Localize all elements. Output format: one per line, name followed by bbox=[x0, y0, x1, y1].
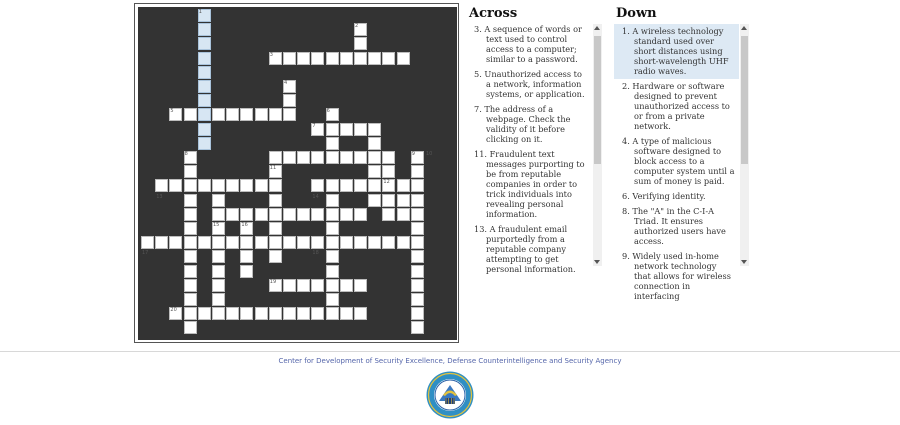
crossword-cell[interactable] bbox=[240, 250, 253, 263]
crossword-cell[interactable] bbox=[198, 108, 211, 121]
crossword-cell[interactable] bbox=[397, 236, 410, 249]
crossword-cell[interactable] bbox=[269, 194, 282, 207]
crossword-cell[interactable] bbox=[411, 293, 424, 306]
crossword-cell[interactable] bbox=[283, 236, 296, 249]
crossword-cell[interactable] bbox=[297, 236, 310, 249]
crossword-cell[interactable] bbox=[411, 265, 424, 278]
crossword-cell[interactable] bbox=[269, 236, 282, 249]
down-clue-list[interactable] bbox=[614, 24, 739, 301]
crossword-cell[interactable] bbox=[368, 137, 381, 150]
scroll-down-icon[interactable] bbox=[741, 260, 747, 264]
crossword-cell[interactable] bbox=[368, 165, 381, 178]
crossword-cell[interactable] bbox=[340, 236, 353, 249]
down-clue-item[interactable]: 4. A type of malicious software designed to block access to a computer system until a sum of money is paid. bbox=[622, 136, 735, 186]
crossword-cell[interactable] bbox=[169, 179, 182, 192]
crossword-cell[interactable] bbox=[326, 52, 339, 65]
crossword-cell[interactable] bbox=[382, 194, 395, 207]
crossword-cell[interactable] bbox=[382, 165, 395, 178]
crossword-cell[interactable] bbox=[340, 307, 353, 320]
crossword-cell[interactable] bbox=[283, 151, 296, 164]
across-clue-list[interactable] bbox=[466, 22, 592, 274]
crossword-cell[interactable] bbox=[354, 279, 367, 292]
cell-number: 20 bbox=[170, 307, 177, 314]
crossword-cell[interactable] bbox=[397, 194, 410, 207]
crossword-cell[interactable] bbox=[184, 179, 197, 192]
across-clue-item[interactable]: 11. Fraudulent text messages purporting to be from reputable companies in order to trick individuals into revealing personal information. bbox=[474, 149, 585, 219]
crossword-cell[interactable] bbox=[269, 307, 282, 320]
crossword-cell[interactable] bbox=[240, 265, 253, 278]
crossword-cell[interactable] bbox=[326, 123, 339, 136]
crossword-cell[interactable] bbox=[340, 52, 353, 65]
crossword-cell[interactable] bbox=[141, 236, 154, 249]
crossword-cell[interactable] bbox=[411, 250, 424, 263]
crossword-cell[interactable] bbox=[212, 208, 225, 221]
crossword-cell[interactable] bbox=[411, 165, 424, 178]
crossword-cell[interactable] bbox=[212, 307, 225, 320]
crossword-cell[interactable] bbox=[255, 108, 268, 121]
crossword-cell[interactable] bbox=[326, 151, 339, 164]
crossword-cell[interactable] bbox=[311, 52, 324, 65]
crossword-cell[interactable] bbox=[382, 236, 395, 249]
cell-number: 10 bbox=[426, 151, 433, 157]
crossword-cell[interactable] bbox=[198, 307, 211, 320]
down-clue-item[interactable]: 1. A wireless technology standard used over short distances using short-wavelength UHF radio waves. bbox=[614, 24, 739, 79]
across-clue-item[interactable]: 3. A sequence of words or text used to control access to a computer; similar to a password. bbox=[474, 24, 582, 64]
crossword-cell[interactable] bbox=[326, 279, 339, 292]
crossword-cell[interactable] bbox=[198, 52, 211, 65]
crossword-cell[interactable] bbox=[240, 179, 253, 192]
crossword-cell[interactable] bbox=[212, 250, 225, 263]
crossword-cell[interactable] bbox=[326, 137, 339, 150]
cell-number: 19 bbox=[269, 278, 277, 285]
crossword-cell[interactable] bbox=[326, 265, 339, 278]
crossword-cell[interactable] bbox=[411, 194, 424, 207]
across-clue-item[interactable]: 13. A fraudulent email purportedly from a reputable company attempting to get personal information. bbox=[474, 224, 576, 274]
crossword-cell[interactable] bbox=[397, 52, 410, 65]
down-heading: Down bbox=[616, 6, 657, 21]
crossword-cell[interactable] bbox=[198, 94, 211, 107]
crossword-grid[interactable] bbox=[138, 7, 457, 340]
crossword-cell[interactable] bbox=[326, 293, 339, 306]
crossword-cell[interactable] bbox=[326, 250, 339, 263]
crossword-cell[interactable] bbox=[283, 108, 296, 121]
crossword-cell[interactable] bbox=[397, 179, 410, 192]
cell-number: 18 bbox=[312, 250, 319, 257]
crossword-cell[interactable] bbox=[198, 23, 211, 36]
crossword-cell[interactable] bbox=[184, 279, 197, 292]
crossword-cell[interactable] bbox=[240, 108, 253, 121]
crossword-cell[interactable] bbox=[184, 293, 197, 306]
crossword-cell[interactable] bbox=[297, 52, 310, 65]
crossword-cell[interactable] bbox=[226, 108, 239, 121]
cell-number: 11 bbox=[269, 165, 277, 172]
crossword-cell[interactable] bbox=[212, 179, 225, 192]
crossword-cell[interactable] bbox=[297, 307, 310, 320]
crossword-cell[interactable] bbox=[382, 208, 395, 221]
crossword-cell[interactable] bbox=[269, 250, 282, 263]
crossword-cell[interactable] bbox=[255, 179, 268, 192]
crossword-cell[interactable] bbox=[255, 208, 268, 221]
crossword-cell[interactable] bbox=[340, 179, 353, 192]
crossword-cell[interactable] bbox=[326, 307, 339, 320]
cell-number: 1 bbox=[198, 9, 202, 15]
scroll-up-icon[interactable] bbox=[594, 26, 600, 30]
cell-number: 5 bbox=[170, 108, 174, 115]
cell-number: 8 bbox=[184, 151, 188, 157]
across-clue-item[interactable]: 5. Unauthorized access to a network, information systems, or application. bbox=[474, 69, 585, 99]
across-scrollbar[interactable] bbox=[593, 24, 602, 266]
cell-number: 7 bbox=[312, 122, 316, 129]
crossword-cell[interactable] bbox=[198, 236, 211, 249]
crossword-cell[interactable] bbox=[226, 307, 239, 320]
scroll-down-icon[interactable] bbox=[594, 260, 600, 264]
crossword-cell[interactable] bbox=[354, 236, 367, 249]
down-clue-item[interactable]: 8. The "A" in the C-I-A Triad. It ensures authorized users have access. bbox=[622, 206, 726, 246]
cell-number: 17 bbox=[142, 250, 149, 257]
crossword-cell[interactable] bbox=[184, 222, 197, 235]
crossword-cell[interactable] bbox=[184, 250, 197, 263]
crossword-cell[interactable] bbox=[184, 208, 197, 221]
crossword-cell[interactable] bbox=[397, 208, 410, 221]
crossword-cell[interactable] bbox=[212, 236, 225, 249]
crossword-cell[interactable] bbox=[297, 208, 310, 221]
crossword-cell[interactable] bbox=[184, 265, 197, 278]
crossword-cell[interactable] bbox=[283, 208, 296, 221]
cell-number: 12 bbox=[383, 179, 390, 186]
crossword-cell[interactable] bbox=[283, 279, 296, 292]
cell-number: 4 bbox=[284, 80, 288, 86]
crossword-cell[interactable] bbox=[411, 279, 424, 292]
crossword-cell[interactable] bbox=[198, 80, 211, 93]
across-clue-item[interactable]: 7. The address of a webpage. Check the validity of it before clicking on it. bbox=[474, 104, 571, 144]
crossword-cell[interactable] bbox=[198, 37, 211, 50]
crossword-cell[interactable] bbox=[368, 236, 381, 249]
crossword-cell[interactable] bbox=[354, 123, 367, 136]
crossword-cell[interactable] bbox=[155, 179, 168, 192]
crossword-cell[interactable] bbox=[368, 179, 381, 192]
crossword-cell[interactable] bbox=[155, 236, 168, 249]
crossword-cell[interactable] bbox=[198, 66, 211, 79]
crossword-cell[interactable] bbox=[368, 52, 381, 65]
crossword-cell[interactable] bbox=[382, 151, 395, 164]
crossword-cell[interactable] bbox=[311, 208, 324, 221]
crossword-cell[interactable] bbox=[354, 37, 367, 50]
cell-number: 15 bbox=[213, 222, 220, 228]
crossword-cell[interactable] bbox=[382, 52, 395, 65]
crossword-cell[interactable] bbox=[340, 279, 353, 292]
down-clue-item[interactable]: 6. Verifying identity. bbox=[622, 191, 706, 201]
cell-number: 14 bbox=[312, 193, 319, 200]
crossword-cell[interactable] bbox=[354, 179, 367, 192]
crossword-cell[interactable] bbox=[198, 137, 211, 150]
crossword-cell[interactable] bbox=[411, 208, 424, 221]
crossword-cell[interactable] bbox=[198, 179, 211, 192]
crossword-cell[interactable] bbox=[226, 208, 239, 221]
crossword-cell[interactable] bbox=[326, 236, 339, 249]
crossword-cell[interactable] bbox=[368, 123, 381, 136]
crossword-cell[interactable] bbox=[184, 108, 197, 121]
crossword-cell[interactable] bbox=[311, 179, 324, 192]
crossword-cell[interactable] bbox=[311, 236, 324, 249]
crossword-cell[interactable] bbox=[326, 208, 339, 221]
crossword-cell[interactable] bbox=[297, 151, 310, 164]
down-clue-item[interactable]: 9. Widely used in-home network technology that allows for wireless connection in interfacing bbox=[622, 251, 731, 301]
crossword-cell[interactable] bbox=[198, 123, 211, 136]
crossword-cell[interactable] bbox=[311, 151, 324, 164]
crossword-cell[interactable] bbox=[255, 236, 268, 249]
down-scrollbar[interactable] bbox=[740, 24, 749, 266]
crossword-cell[interactable] bbox=[326, 222, 339, 235]
crossword-cell[interactable] bbox=[169, 236, 182, 249]
crossword-cell[interactable] bbox=[184, 307, 197, 320]
crossword-cell[interactable] bbox=[212, 279, 225, 292]
crossword-cell[interactable] bbox=[340, 208, 353, 221]
crossword-cell[interactable] bbox=[326, 194, 339, 207]
crossword-cell[interactable] bbox=[354, 151, 367, 164]
crossword-cell[interactable] bbox=[368, 194, 381, 207]
crossword-cell[interactable] bbox=[354, 208, 367, 221]
crossword-cell[interactable] bbox=[240, 236, 253, 249]
crossword-cell[interactable] bbox=[283, 52, 296, 65]
crossword-cell[interactable] bbox=[340, 151, 353, 164]
across-heading: Across bbox=[469, 6, 518, 21]
across-scroll-thumb[interactable] bbox=[594, 36, 601, 164]
crossword-cell[interactable] bbox=[269, 179, 282, 192]
cell-number: 6 bbox=[326, 108, 330, 115]
crossword-cell[interactable] bbox=[269, 222, 282, 235]
crossword-cell[interactable] bbox=[340, 123, 353, 136]
down-scroll-thumb[interactable] bbox=[741, 36, 748, 164]
cell-number: 9 bbox=[411, 151, 415, 157]
crossword-cell[interactable] bbox=[184, 194, 197, 207]
cell-number: 13 bbox=[156, 193, 163, 200]
scroll-up-icon[interactable] bbox=[741, 26, 747, 30]
crossword-cell[interactable] bbox=[184, 321, 197, 334]
cell-number: 3 bbox=[269, 51, 273, 58]
crossword-cell[interactable] bbox=[226, 179, 239, 192]
crossword-cell[interactable] bbox=[411, 321, 424, 334]
crossword-cell[interactable] bbox=[184, 165, 197, 178]
crossword-cell[interactable] bbox=[354, 52, 367, 65]
crossword-cell[interactable] bbox=[311, 307, 324, 320]
crossword-cell[interactable] bbox=[411, 307, 424, 320]
crossword-cell[interactable] bbox=[269, 108, 282, 121]
crossword-cell[interactable] bbox=[212, 108, 225, 121]
crossword-cell[interactable] bbox=[411, 222, 424, 235]
crossword-cell[interactable] bbox=[283, 94, 296, 107]
crossword-cell[interactable] bbox=[212, 265, 225, 278]
crossword-cell[interactable] bbox=[368, 151, 381, 164]
crossword-cell[interactable] bbox=[212, 293, 225, 306]
crossword-cell[interactable] bbox=[411, 179, 424, 192]
crossword-cell[interactable] bbox=[411, 236, 424, 249]
crossword-cell[interactable] bbox=[311, 279, 324, 292]
crossword-cell[interactable] bbox=[297, 279, 310, 292]
crossword-cell[interactable] bbox=[240, 208, 253, 221]
crossword-cell[interactable] bbox=[269, 151, 282, 164]
down-clue-item[interactable]: 2. Hardware or software designed to prevent unauthorized access to or from a private network. bbox=[622, 81, 730, 131]
cell-number: 2 bbox=[355, 23, 359, 30]
dcsa-seal-icon bbox=[426, 371, 474, 419]
crossword-cell[interactable] bbox=[269, 208, 282, 221]
crossword-cell[interactable] bbox=[226, 236, 239, 249]
crossword-cell[interactable] bbox=[255, 307, 268, 320]
cell-number: 16 bbox=[241, 222, 248, 228]
crossword-cell[interactable] bbox=[354, 307, 367, 320]
crossword-cell[interactable] bbox=[326, 179, 339, 192]
crossword-cell[interactable] bbox=[212, 194, 225, 207]
crossword-cell[interactable] bbox=[240, 307, 253, 320]
crossword-cell[interactable] bbox=[283, 307, 296, 320]
footer-credit-link[interactable]: Center for Development of Security Excellence, Defense Counterintelligence and Security Agency bbox=[278, 357, 622, 365]
crossword-cell[interactable] bbox=[184, 236, 197, 249]
footer-divider bbox=[0, 351, 900, 352]
